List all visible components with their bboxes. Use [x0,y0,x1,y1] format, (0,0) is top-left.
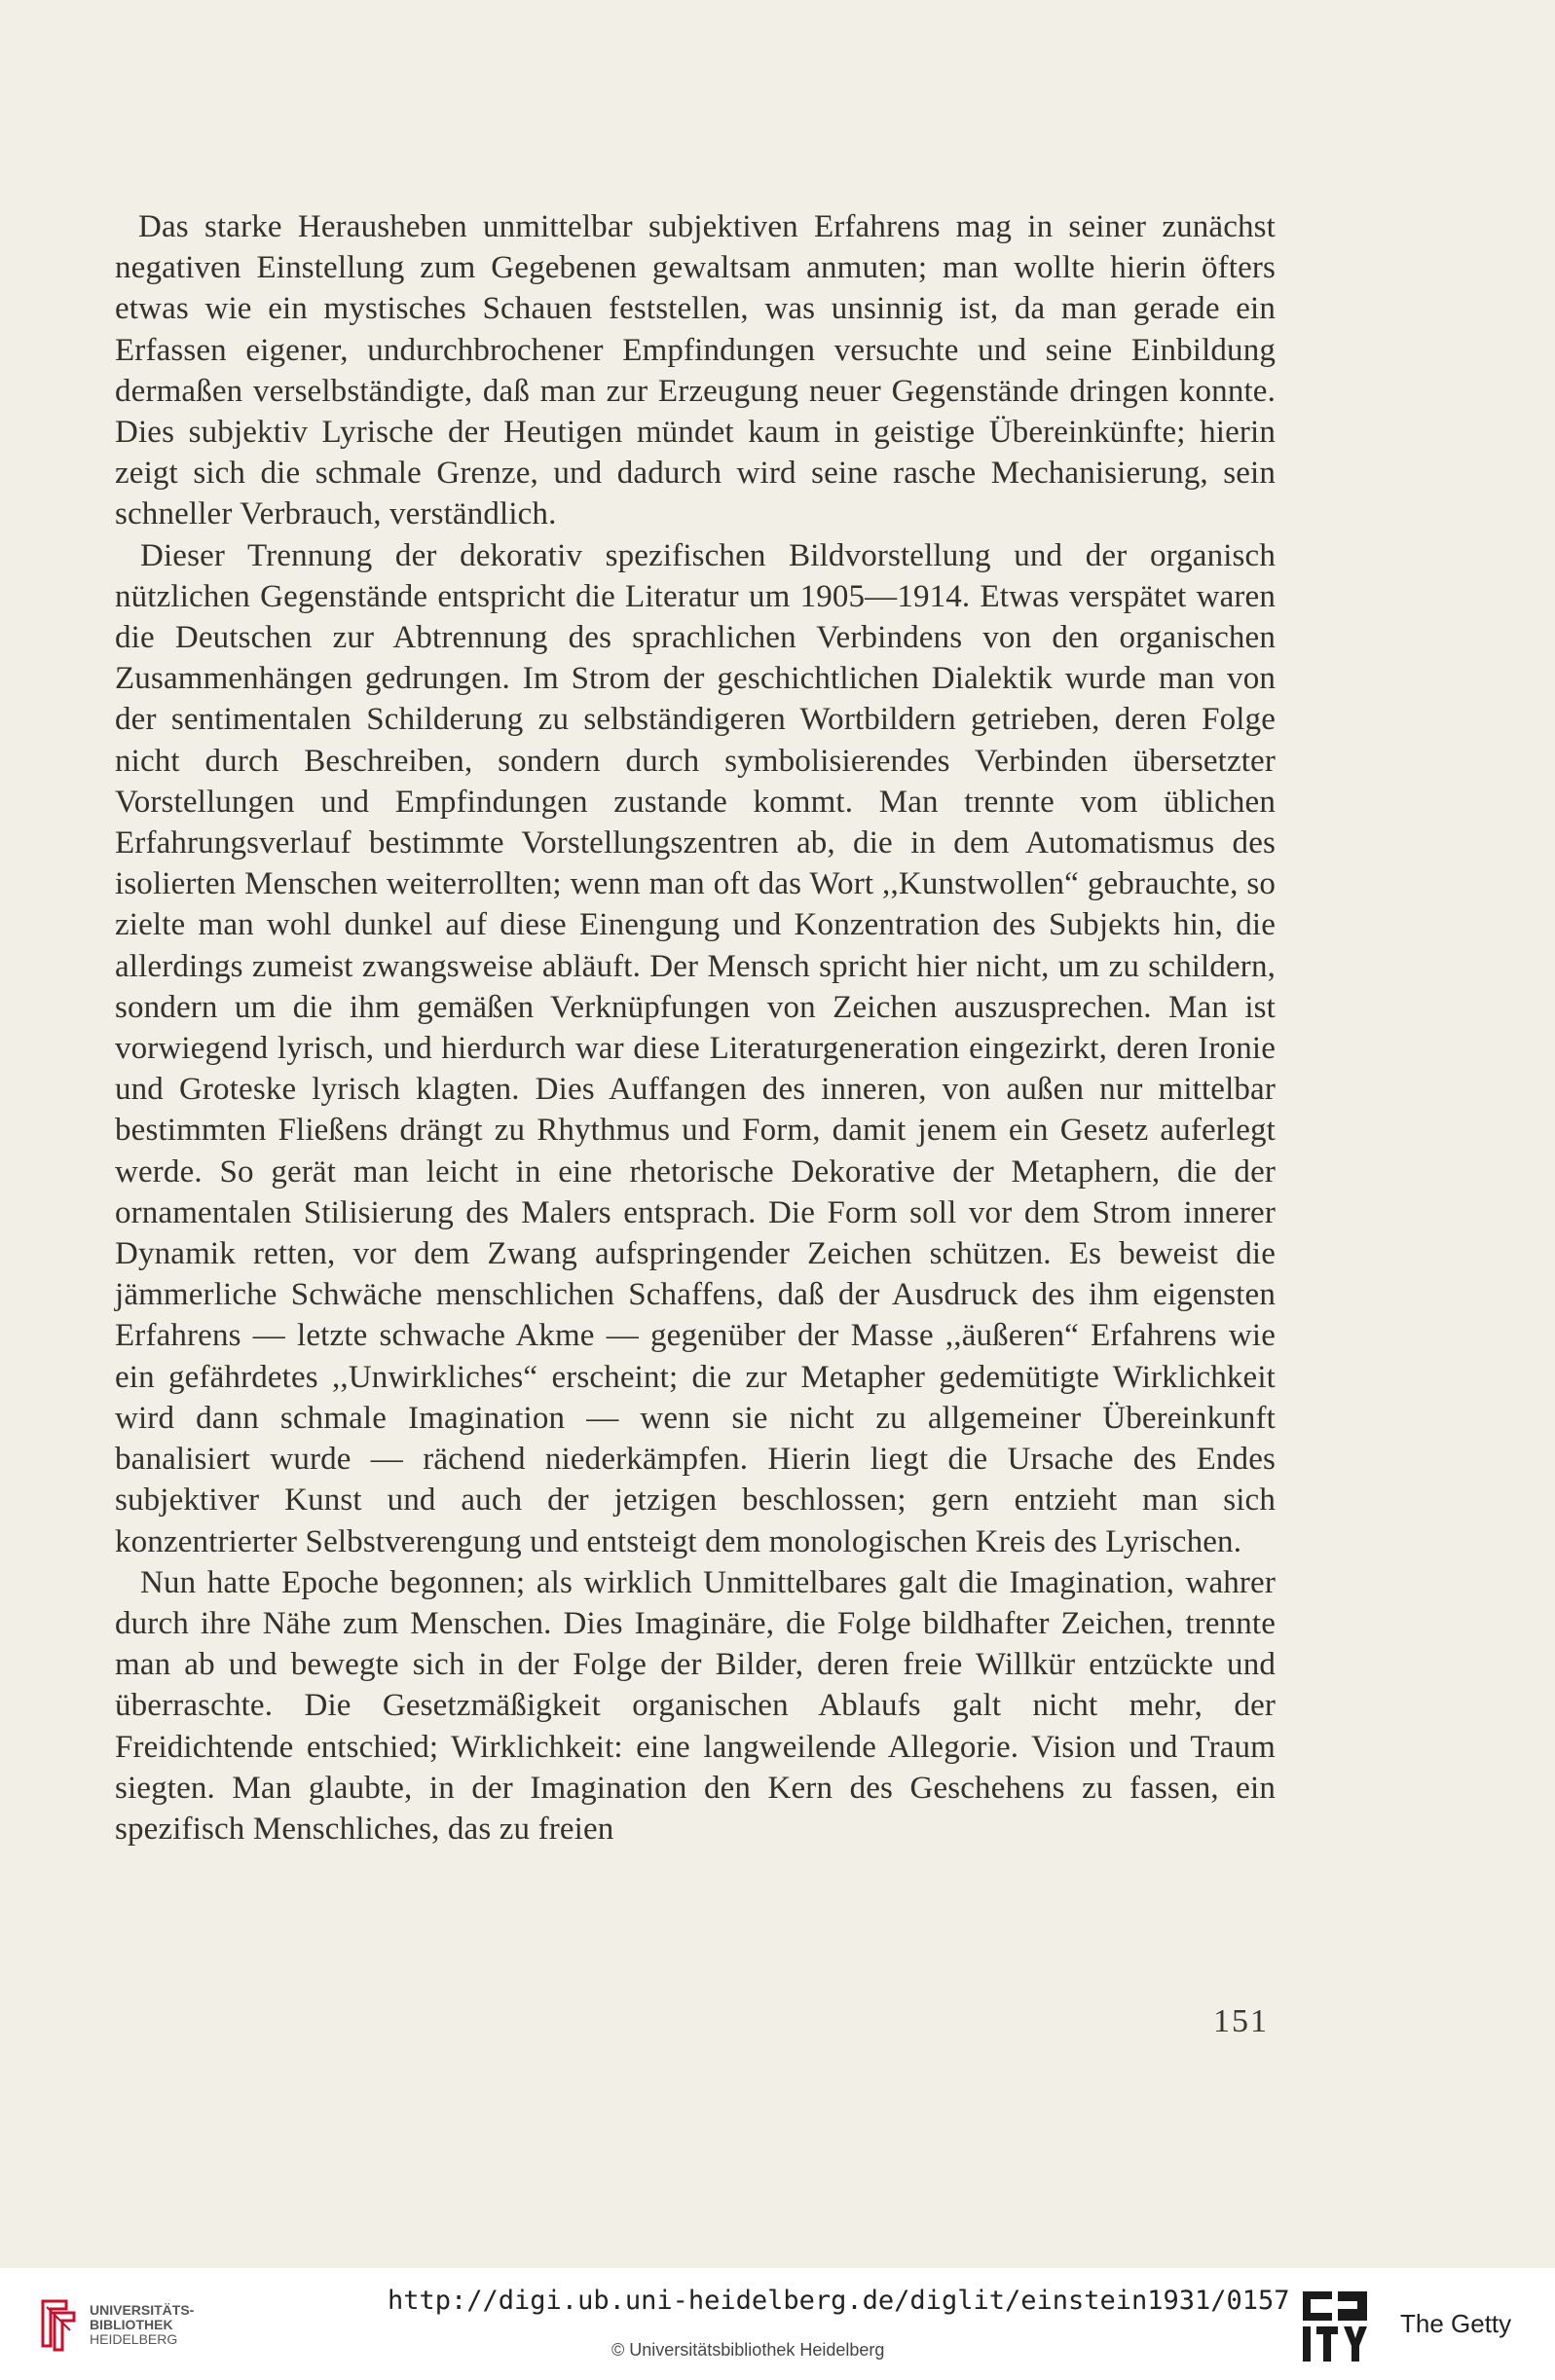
library-city: HEIDELBERG [90,2331,178,2347]
university-library-logo-icon [37,2297,80,2354]
library-name [90,2303,194,2347]
paragraph-3: Nun hatte Epoche begonnen; als wirklich Unmittelbares galt die Imagination, wahrer durch ihre Nähe zum Menschen. Dies Imaginäre, die Folge bildhafter Zeichen, trennte man ab und bewegte sich in der Folge der Bilder, deren freie Willkür entzückte und überraschte. Die Gesetzmäßigkeit organischen Ablaufs galt nicht mehr, der Freidichtende entschied; Wirklichkeit: eine langweilende Allegorie. Vision und Traum siegten. Man glaubte, in der Imagination den Kern des Geschehens zu fassen, ein spezifisch Menschliches, das zu freien [115,1564,1276,1847]
getty-label: The Getty [1400,2309,1512,2338]
page-number: 151 [1213,2003,1269,2039]
copyright-notice: © Universitätsbibliothek Heidelberg [611,2340,885,2360]
permalink-url[interactable]: http://digi.ub.uni-heidelberg.de/diglit/einstein1931/0157 [388,2286,1290,2316]
library-name-line1: UNIVERSITÄTS- [90,2302,195,2318]
library-name-line2: BIBLIOTHEK [90,2317,173,2332]
body-text [115,206,1276,1849]
getty-logo-icon [1301,2289,1369,2365]
viewer-footer [0,2268,1555,2380]
paragraph-2: Dieser Trennung der dekorativ spezifischen Bildvorstellung und der organisch nützlichen Gegenstände entspricht die Literatur um 1905—1914. Etwas verspätet waren die Deutschen zur Abtrennung des sprachlichen Verbindens von den organischen Zusammenhängen gedrungen. Im Strom der geschichtlichen Dialektik wurde man von der sentimentalen Schilderung zu selbständigeren Wortbildern getrieben, deren Folge nicht durch Beschreiben, sondern durch symbolisierendes Verbinden übersetzter Vorstellungen und Empfindungen zustande kommt. Man trennte vom üblichen Erfahrungsverlauf bestimmte Vorstellungszentren ab, die in dem Automatismus des isolierten Menschen weiterrollten; wenn man oft das Wort ,,Kunstwollen“ gebrauchte, so zielte man wohl dunkel auf diese Einengung und Konzentration des Subjekts hin, die allerdings zumeist zwangsweise abläuft. Der Mensch spricht hier nicht, um zu schildern, sondern um die ihm gemäßen Verknüpfungen von Zeichen auszusprechen. Man ist vorwiegend lyrisch, und hierdurch war diese Literaturgeneration eingezirkt, deren Ironie und Groteske lyrisch klagten. Dies Auffangen des inneren, von außen nur mittelbar bestimmten Fließens drängt zu Rhythmus und Form, damit jenem ein Gesetz auferlegt werde. So gerät man leicht in eine rhetorische Dekorative der Metaphern, die der ornamentalen Stilisierung des Malers entsprach. Die Form soll vor dem Strom innerer Dynamik retten, vor dem Zwang aufspringender Zeichen schützen. Es beweist die jämmerliche Schwäche menschlichen Schaffens, daß der Ausdruck des ihm eigensten Erfahrens — letzte schwache Akme — gegenüber der Masse ,,äußeren“ Erfahrens wie ein gefährdetes ,,Unwirkliches“ erscheint; die zur Metapher gedemütigte Wirklichkeit wird dann schmale Imagination — wenn sie nicht zu allgemeiner Übereinkunft banalisiert wurde — rächend niederkämpfen. Hierin liegt die Ursache des Endes subjektiver Kunst und auch der jetzigen beschlossen; gern entzieht man sich konzentrierter Selbstverengung und entsteigt dem monologischen Kreis des Lyrischen. [115,537,1276,1559]
paragraph-1: Das starke Herausheben unmittelbar subjektiven Erfahrens mag in seiner zunächst negativen Einstellung zum Gegebenen gewaltsam anmuten; man wollte hierin öfters etwas wie ein mystisches Schauen feststellen, was unsinnig ist, da man gerade ein Erfassen eigener, undurchbrochener Empfindungen versuchte und seine Einbildung dermaßen verselbständigte, daß man zur Erzeugung neuer Gegenstände dringen konnte. Dies subjektiv Lyrische der Heutigen mündet kaum in geistige Übereinkünfte; hierin zeigt sich die schmale Grenze, und dadurch wird seine rasche Mechanisierung, sein schneller Verbrauch, verständlich. [115,209,1276,532]
